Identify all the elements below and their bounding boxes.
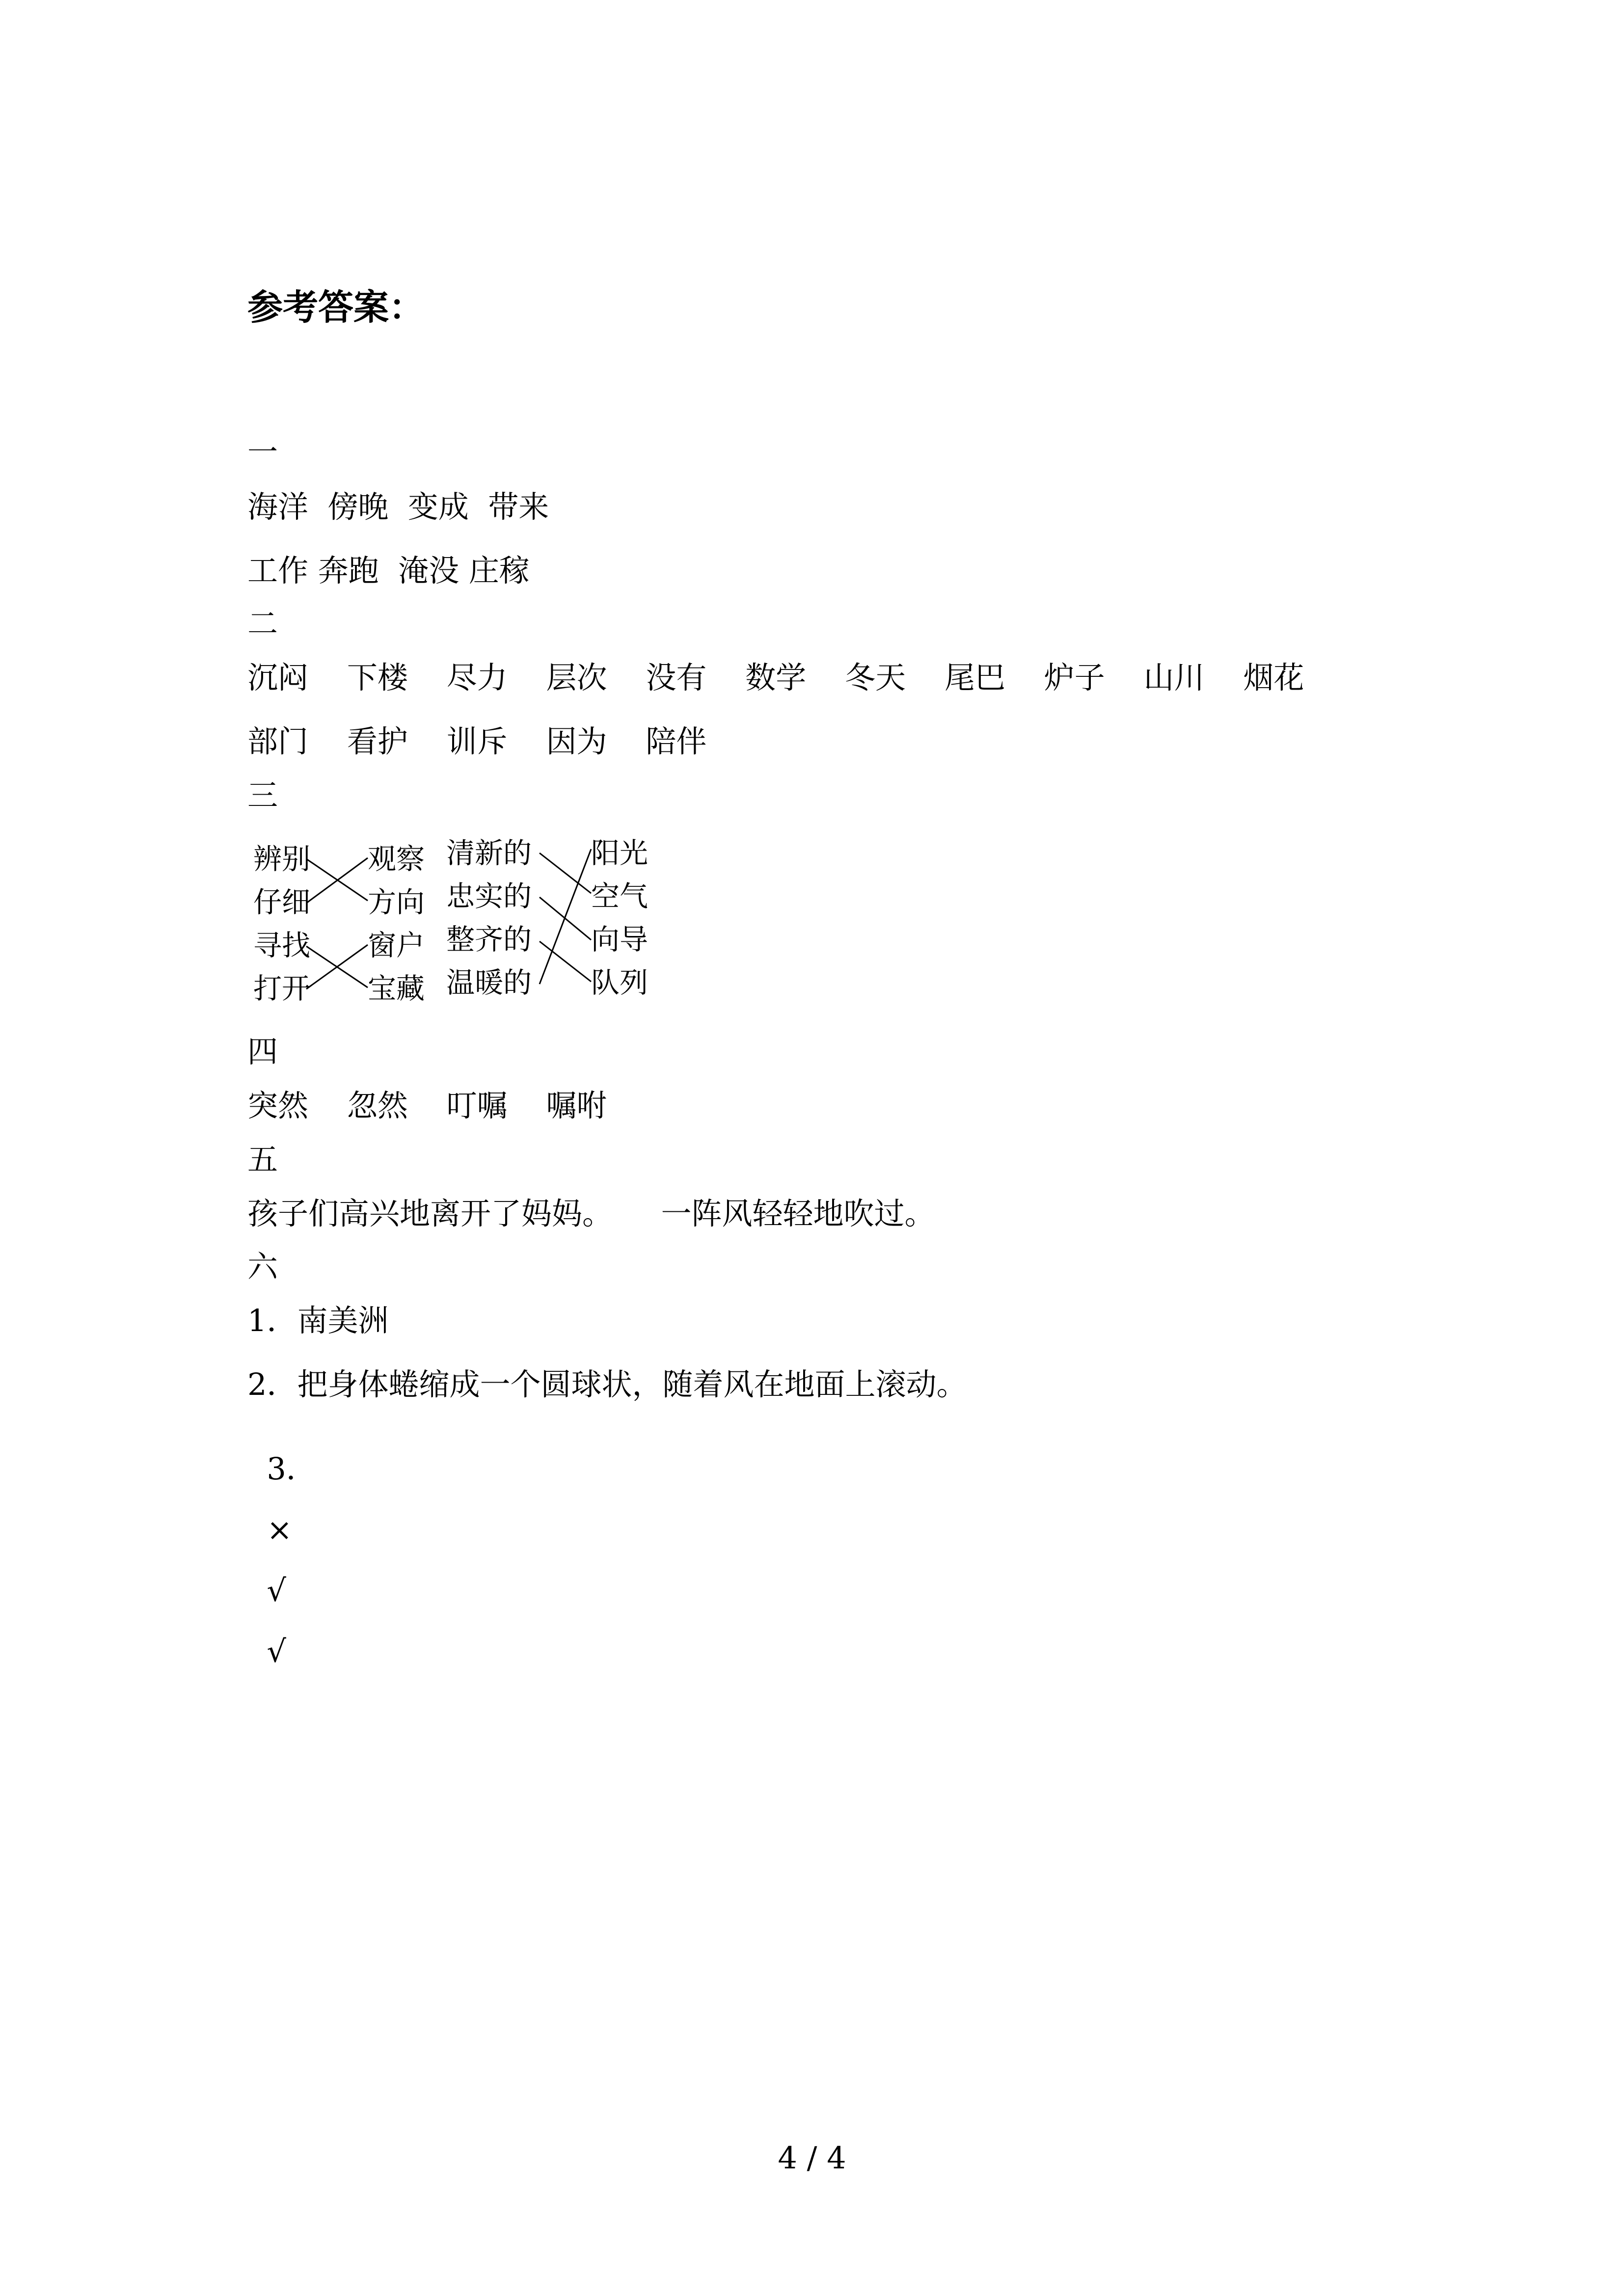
match-word: 向导	[591, 923, 649, 956]
answer-item	[247, 1423, 340, 1667]
match-word: 观察	[368, 842, 425, 876]
page-title: 参考答案：	[247, 286, 425, 328]
match-word: 辨别	[253, 842, 311, 876]
match-word: 温暖的	[446, 966, 532, 999]
check-mark: √	[267, 1633, 286, 1669]
match-word: 宝藏	[368, 972, 425, 1005]
answer-line: 工作 奔跑 淹没 庄稼	[247, 553, 530, 588]
section-heading-1: 一	[247, 434, 278, 470]
match-word: 整齐的	[446, 923, 532, 956]
match-line	[540, 853, 591, 893]
match-line	[306, 945, 368, 989]
cross-mark: ×	[267, 1512, 293, 1548]
section-heading-6: 六	[247, 1249, 278, 1284]
check-mark: √	[267, 1573, 286, 1608]
answer-item: 1．南美洲	[247, 1303, 389, 1338]
answer-line: 海洋 傍晚 变成 带来	[247, 489, 549, 525]
section-heading-2: 二	[247, 606, 278, 641]
match-line	[540, 941, 591, 982]
answer-item: 2．把身体蜷缩成一个圆球状，随着风在地面上滚动。	[247, 1366, 967, 1402]
match-word: 队列	[591, 966, 649, 999]
item-number: 3．	[267, 1451, 317, 1487]
page-number: 4 / 4	[778, 2140, 846, 2176]
match-word: 寻找	[253, 929, 311, 962]
answer-line: 孩子们高兴地离开了妈妈。 一阵风轻轻地吹过。	[247, 1196, 935, 1231]
match-word: 忠实的	[446, 880, 532, 913]
match-word: 清新的	[446, 836, 532, 870]
match-word: 窗户	[368, 929, 425, 962]
section-heading-5: 五	[247, 1142, 278, 1177]
answer-line: 沉闷 下楼 尽力 层次 没有 数学 冬天 尾巴 炉子 山川 烟花	[247, 660, 1304, 695]
match-word: 仔细	[253, 885, 311, 919]
match-word: 阳光	[591, 836, 649, 870]
match-word: 打开	[253, 972, 311, 1005]
matching-diagram	[247, 829, 665, 1016]
answer-line: 突然 忽然 叮嘱 嘱咐	[247, 1088, 607, 1123]
answer-line: 部门 看护 训斥 因为 陪伴	[247, 723, 707, 759]
section-heading-3: 三	[247, 777, 278, 813]
match-word: 空气	[591, 880, 649, 913]
match-word: 方向	[368, 885, 425, 919]
match-line	[540, 849, 591, 984]
section-heading-4: 四	[247, 1034, 278, 1069]
